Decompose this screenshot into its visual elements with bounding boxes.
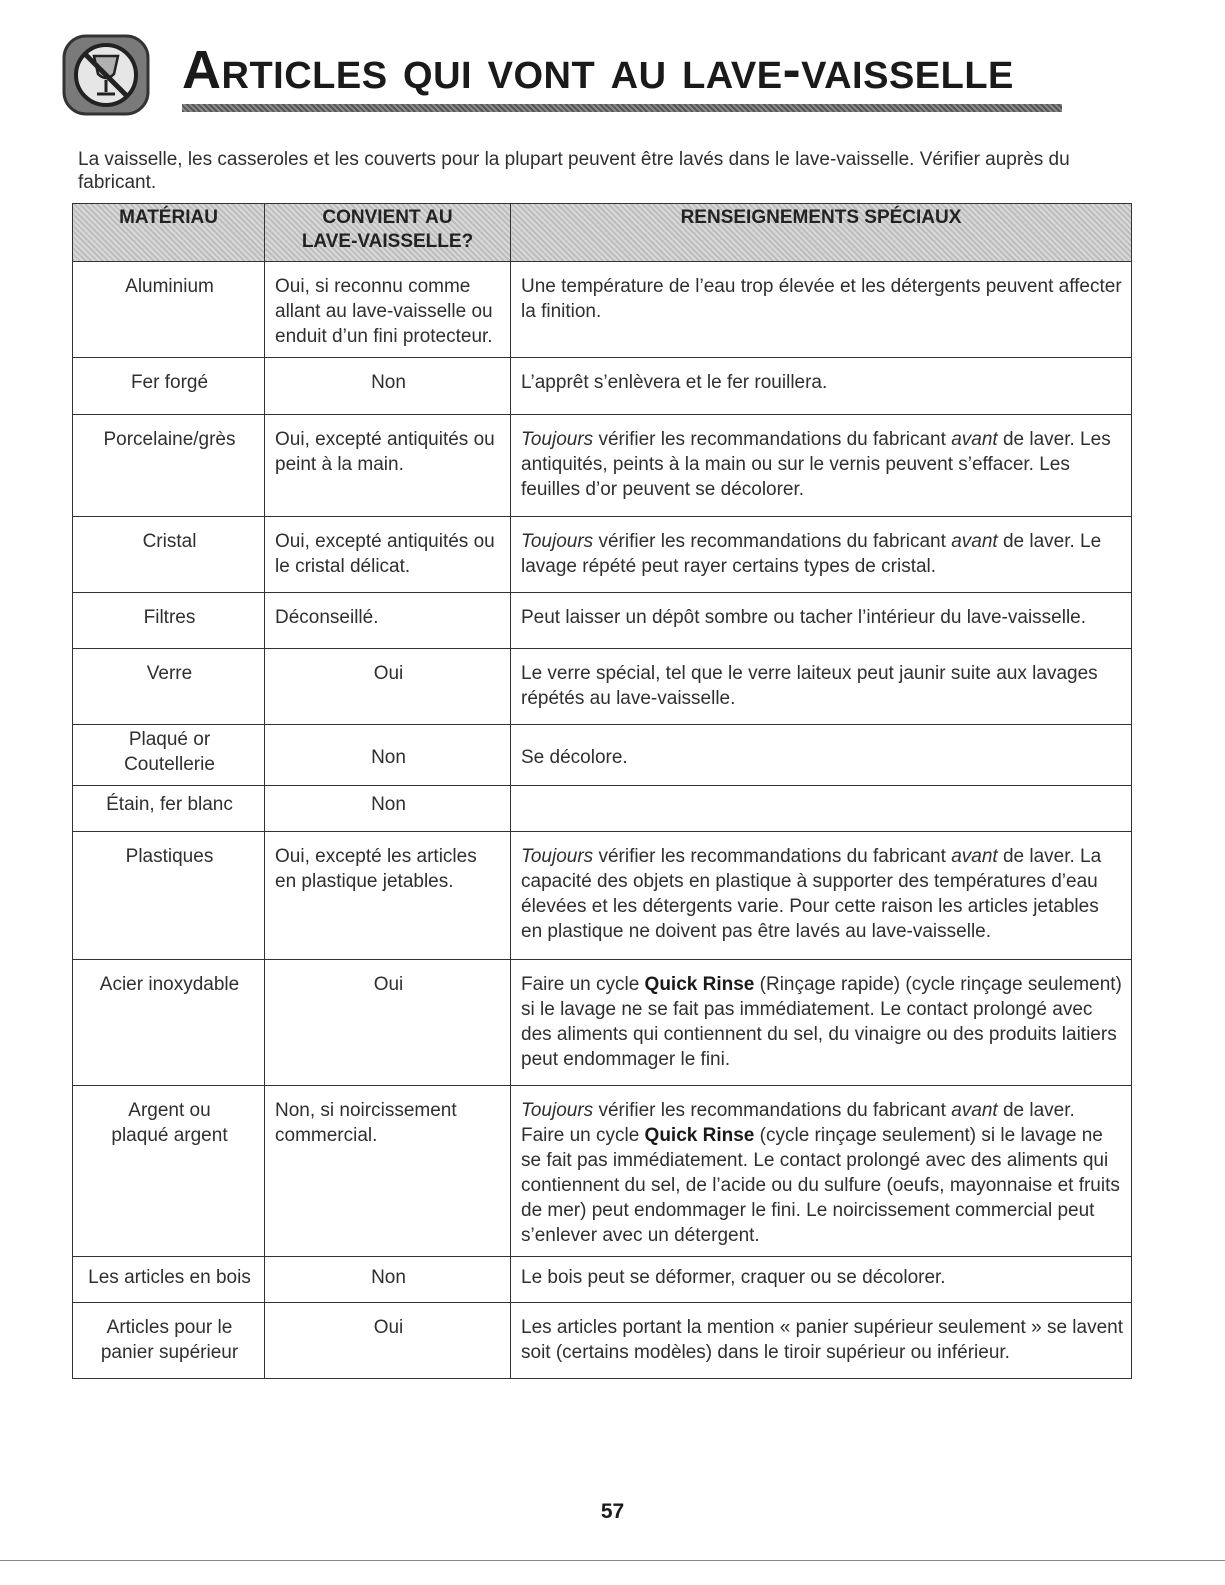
info-text: Faire un cycle xyxy=(521,974,645,995)
info-text: de laver. La capacité des objets en plastique à supporter des températures d’eau élevées et les détergents varie. Pour cette raison les articles jetables en plastique ne doivent pas être lavés au lave-vaisselle. xyxy=(521,846,1102,942)
suitable-cell: Oui, si reconnu comme allant au lave-vaisselle ou enduit d’un fini protecteur. xyxy=(265,262,511,358)
info-cell xyxy=(511,415,1132,517)
info-text: (Rinçage rapide) (cycle rinçage seulement) si le lavage ne se fait pas immédiatement. Le contact prolongé avec des aliments qui contiennent du sel, du vinaigre ou des produits laitiers peut endommager le fini. xyxy=(521,974,1122,1070)
suitable-cell: Non xyxy=(265,725,511,786)
material-line2: Coutellerie xyxy=(124,754,215,775)
info-text: (cycle rinçage seulement) si le lavage ne se fait pas immédiatement. Le contact prolongé avec des aliments qui contiennent du sel, de l’acide ou du sulfure (oeufs, mayonnaise et fruits de mer) peut endommager le fini. Le noircissement commercial peut s’enlever avec un détergent. xyxy=(521,1125,1120,1246)
material-line1: Articles pour le xyxy=(106,1317,233,1338)
material-cell: Étain, fer blanc xyxy=(73,786,265,832)
info-cell: L’apprêt s’enlèvera et le fer rouillera. xyxy=(511,358,1132,415)
info-emphasis: avant xyxy=(951,1100,998,1121)
material-cell: Les articles en bois xyxy=(73,1257,265,1303)
table-row xyxy=(73,1257,1132,1303)
info-cell xyxy=(511,1086,1132,1257)
table-row xyxy=(73,1303,1132,1379)
info-cell xyxy=(511,517,1132,593)
suitable-cell: Non, si noircissement commercial. xyxy=(265,1086,511,1257)
header-suitable xyxy=(265,204,511,262)
table-row xyxy=(73,832,1132,960)
info-emphasis: Toujours xyxy=(521,531,594,552)
info-text: de laver. Les antiquités, peints à la main ou sur le vernis peuvent s’effacer. Les feuilles d’or peuvent se décolorer. xyxy=(521,429,1111,500)
material-cell xyxy=(73,725,265,786)
table-row xyxy=(73,649,1132,725)
page-number: 57 xyxy=(600,1500,625,1523)
material-cell: Filtres xyxy=(73,593,265,649)
suitable-cell: Oui, excepté antiquités ou peint à la main. xyxy=(265,415,511,517)
info-cell: Le bois peut se déformer, craquer ou se décolorer. xyxy=(511,1257,1132,1303)
material-cell: Plastiques xyxy=(73,832,265,960)
material-line2: plaqué argent xyxy=(111,1125,228,1146)
suitable-cell: Non xyxy=(265,1257,511,1303)
table-row xyxy=(73,358,1132,415)
material-cell: Aluminium xyxy=(73,262,265,358)
info-emphasis: avant xyxy=(951,429,998,450)
info-cell xyxy=(511,786,1132,832)
info-text: de laver. Le lavage répété peut rayer certains types de cristal. xyxy=(521,531,1102,577)
material-cell xyxy=(73,1303,265,1379)
material-cell: Fer forgé xyxy=(73,358,265,415)
page-header xyxy=(62,28,1162,118)
suitable-cell: Déconseillé. xyxy=(265,593,511,649)
info-cell: Le verre spécial, tel que le verre laiteux peut jaunir suite aux lavages répétés au lave-vaisselle. xyxy=(511,649,1132,725)
info-cell: Les articles portant la mention « panier supérieur seulement » se lavent soit (certains modèles) dans le tiroir supérieur ou inférieur. xyxy=(511,1303,1132,1379)
suitable-cell: Non xyxy=(265,786,511,832)
suitable-cell: Oui xyxy=(265,649,511,725)
material-cell xyxy=(73,1086,265,1257)
info-cell xyxy=(511,960,1132,1086)
material-line1: Argent ou xyxy=(128,1100,211,1121)
material-cell: Porcelaine/grès xyxy=(73,415,265,517)
table-row xyxy=(73,593,1132,649)
header-suitable-line2: LAVE-VAISSELLE? xyxy=(301,231,474,252)
material-line2: panier supérieur xyxy=(100,1342,239,1363)
table-row xyxy=(73,960,1132,1086)
table-row xyxy=(73,786,1132,832)
table-row xyxy=(73,725,1132,786)
intro-text: La vaisselle, les casseroles et les couverts pour la plupart peuvent être lavés dans le lave-vaisselle. Vérifier auprès du fabricant. xyxy=(78,149,1070,193)
info-cell: Peut laisser un dépôt sombre ou tacher l’intérieur du lave-vaisselle. xyxy=(511,593,1132,649)
info-cell xyxy=(511,832,1132,960)
info-emphasis: Toujours xyxy=(521,429,594,450)
suitable-cell: Non xyxy=(265,358,511,415)
table-row xyxy=(73,517,1132,593)
quick-rinse-label: Quick Rinse xyxy=(644,974,755,995)
header-suitable-line1: CONVIENT AU xyxy=(322,207,453,228)
material-cell: Acier inoxydable xyxy=(73,960,265,1086)
page-title: Articles qui vont au lave-vaisselle xyxy=(182,40,1014,100)
info-cell: Une température de l’eau trop élevée et les détergents peuvent affecter la finition. xyxy=(511,262,1132,358)
info-text: vérifier les recommandations du fabricant xyxy=(593,1100,952,1121)
bottom-divider xyxy=(0,1560,1225,1561)
material-line1: Plaqué or xyxy=(128,729,211,750)
suitable-cell: Oui, excepté les articles en plastique jetables. xyxy=(265,832,511,960)
info-emphasis: Toujours xyxy=(521,1100,594,1121)
info-text: vérifier les recommandations du fabricant xyxy=(593,846,952,867)
info-text: vérifier les recommandations du fabricant xyxy=(593,531,952,552)
dishwasher-materials-table xyxy=(72,203,1132,1379)
info-emphasis: avant xyxy=(951,846,998,867)
header-info: RENSEIGNEMENTS SPÉCIAUX xyxy=(511,204,1132,262)
suitable-cell: Oui xyxy=(265,1303,511,1379)
material-cell: Cristal xyxy=(73,517,265,593)
quick-rinse-label: Quick Rinse xyxy=(644,1125,755,1146)
suitable-cell: Oui xyxy=(265,960,511,1086)
info-text: vérifier les recommandations du fabricant xyxy=(593,429,952,450)
table-row xyxy=(73,415,1132,517)
header-material: MATÉRIAU xyxy=(73,204,265,262)
suitable-cell: Oui, excepté antiquités ou le cristal délicat. xyxy=(265,517,511,593)
table-row xyxy=(73,1086,1132,1257)
info-cell: Se décolore. xyxy=(511,725,1132,786)
info-emphasis: Toujours xyxy=(521,846,594,867)
table-header-row xyxy=(73,204,1132,262)
table-row xyxy=(73,262,1132,358)
info-emphasis: avant xyxy=(951,531,998,552)
title-underline xyxy=(182,104,1062,112)
material-cell: Verre xyxy=(73,649,265,725)
no-dishwasher-glass-icon xyxy=(62,34,150,116)
info-text: de laver. Faire un cycle xyxy=(521,1100,1075,1146)
